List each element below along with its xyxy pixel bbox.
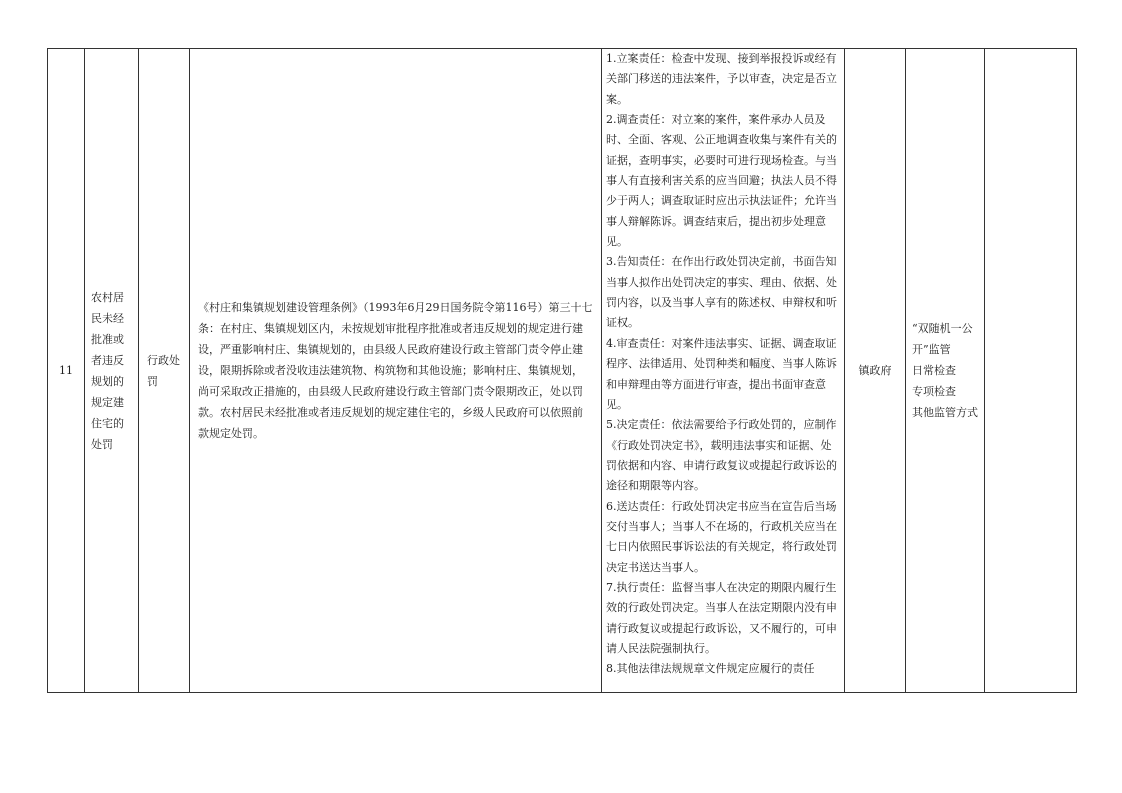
responsibility-item: 1.立案责任：检查中发现、接到举报投诉或经有关部门移送的违法案件，予以审查，决定是否立案。 <box>606 52 837 106</box>
responsibility-item: 4.审查责任：对案件违法事实、证据、调查取证程序、法律适用、处罚种类和幅度、当事人陈诉和申辩理由等方面进行审查，提出书面审查意见。 <box>606 336 837 411</box>
supervision-item: 专项检查 <box>912 385 956 398</box>
supervision-methods <box>906 49 985 693</box>
responsibility-item: 8.其他法律法规规章文件规定应履行的责任 <box>606 662 815 676</box>
remarks-cell <box>985 49 1077 693</box>
responsibility-item: 6.送达责任：行政处罚决定书应当在宣告后当场交付当事人；当事人不在场的，行政机关应当在七日内依照民事诉讼法的有关规定，将行政处罚决定书送达当事人。 <box>606 499 837 574</box>
supervision-item: 日常检查 <box>912 364 956 377</box>
item-category: 行政处罚 <box>139 49 190 693</box>
responsibility-item: 5.决定责任：依法需要给予行政处罚的，应制作《行政处罚决定书》，载明违法事实和证据、处罚依据和内容、申请行政复议或提起行政诉讼的途径和期限等内容。 <box>606 418 837 493</box>
legal-basis: 《村庄和集镇规划建设管理条例》（1993年6月29日国务院令第116号）第三十七条：在村庄、集镇规划区内，未按规划审批程序批准或者违反规划的规定进行建设，严重影响村庄、集镇规划的，由县级人民政府建设行政主管部门责令停止建设，限期拆除或者没收违法建筑物、构筑物和其他设施；影响村庄、集镇规划，尚可采取改正措施的，由县级人民政府建设行政主管部门责令限期改正，处以罚款。农村居民未经批准或者违反规划的规定建住宅的，乡级人民政府可以依照前款规定处罚。 <box>190 49 602 693</box>
row-number: 11 <box>48 49 85 693</box>
supervision-item: 其他监管方式 <box>912 406 978 419</box>
supervision-item: “双随机一公开”监管 <box>912 322 973 356</box>
responsibility-item: 7.执行责任：监督当事人在决定的期限内履行生效的行政处罚决定。当事人在法定期限内没有申请行政复议或提起行政诉讼，又不履行的，可申请人民法院强制执行。 <box>606 580 837 655</box>
power-list-table <box>47 48 1077 693</box>
responsibility-item: 2.调查责任：对立案的案件，案件承办人员及时、全面、客观、公正地调查收集与案件有关的证据，查明事实，必要时可进行现场检查。与当事人有直接利害关系的应当回避；执法人员不得少于两人；调查取证时应出示执法证件；允许当事人辩解陈诉。调查结束后，提出初步处理意见。 <box>606 113 837 249</box>
table-row <box>48 49 1077 693</box>
responsibility-item: 3.告知责任：在作出行政处罚决定前，书面告知当事人拟作出处罚决定的事实、理由、依据、处罚内容，以及当事人享有的陈述权、申辩权和听证权。 <box>606 255 837 330</box>
item-name: 农村居民未经批准或者违反规划的规定建住宅的处罚 <box>85 49 139 693</box>
responsibility-list <box>602 49 845 693</box>
responsible-department: 镇政府 <box>845 49 906 693</box>
